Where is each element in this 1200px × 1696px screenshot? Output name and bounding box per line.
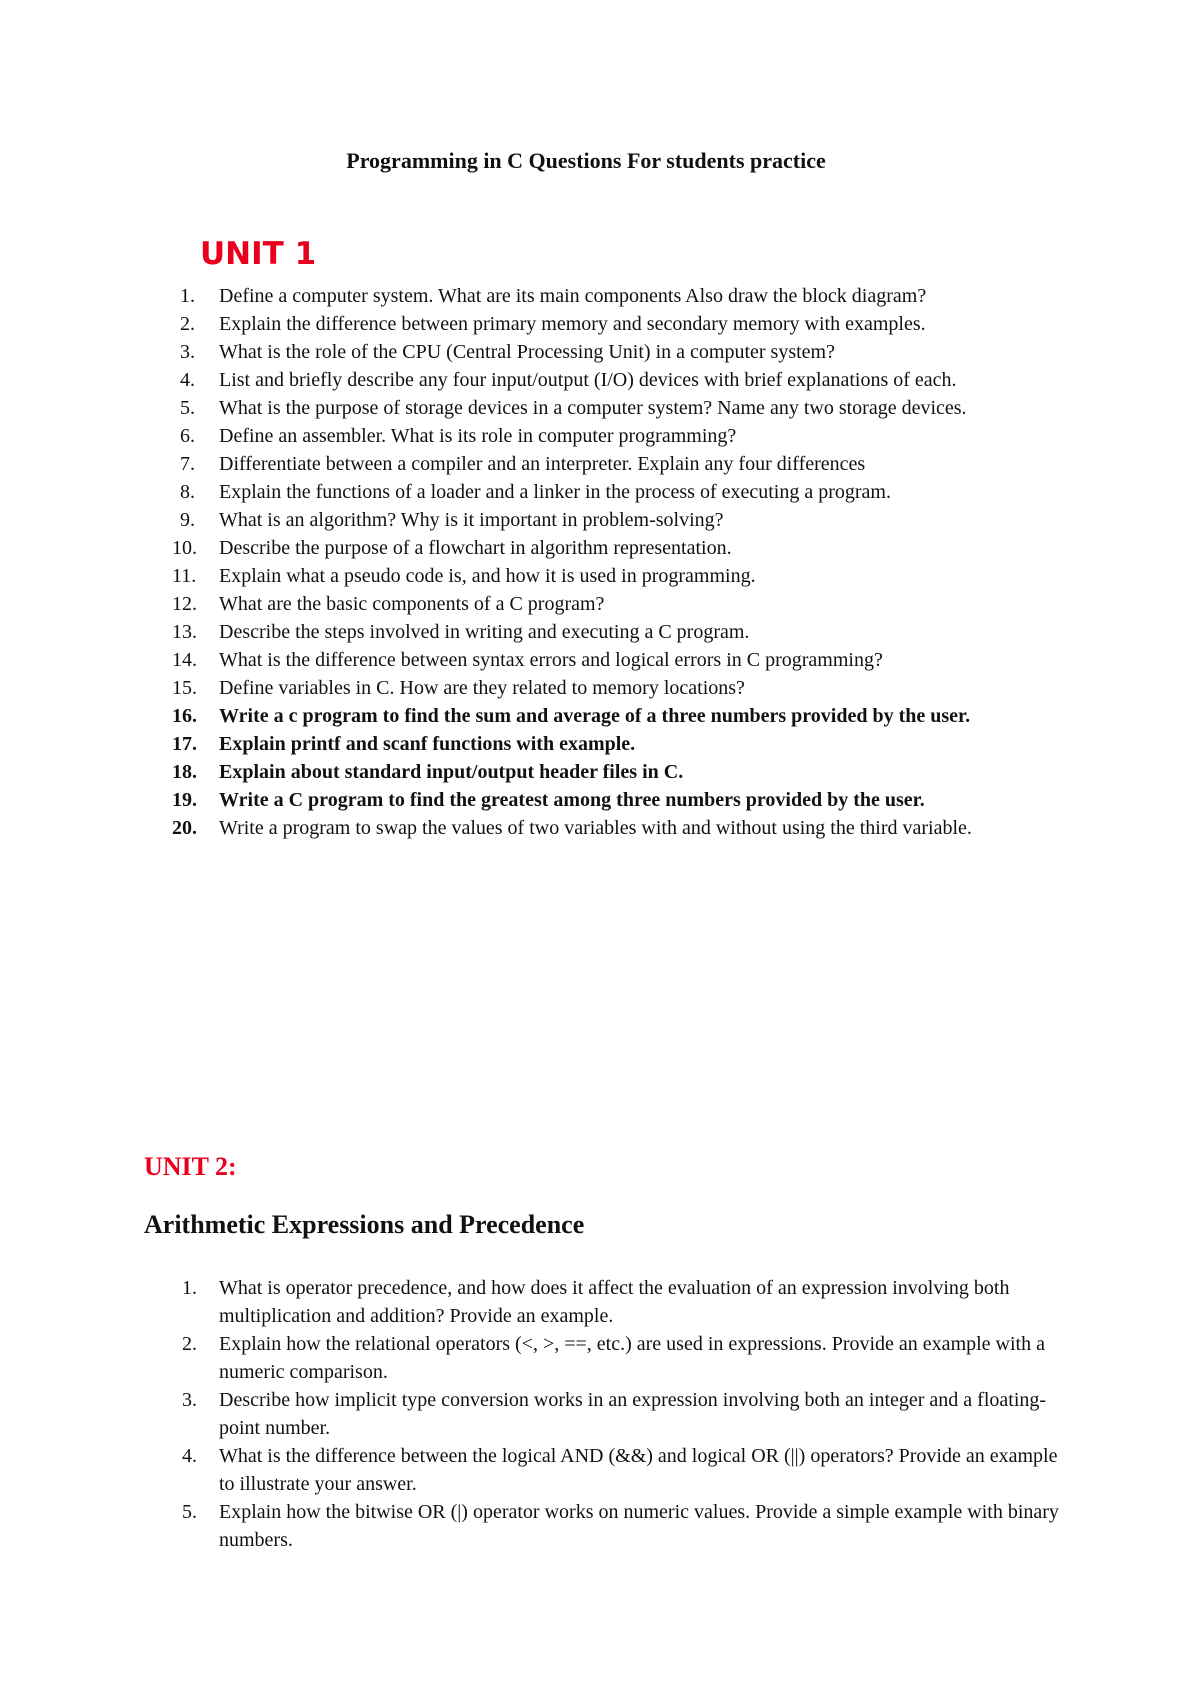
question-item	[0, 1330, 1062, 1386]
question-text: Describe the steps involved in writing and executing a C program.	[219, 621, 750, 643]
question-item	[0, 534, 1062, 562]
question-text: Write a c program to find the sum and average of a three numbers provided by the user.	[219, 705, 971, 727]
question-number: 6.	[180, 425, 195, 447]
question-text: Explain how the relational operators (<, >, ==, etc.) are used in expressions. Provide an example with a numeric comparison.	[219, 1333, 1045, 1383]
question-item	[0, 674, 1062, 702]
question-number: 20.	[172, 817, 197, 839]
question-item	[0, 282, 1062, 310]
question-text: Write a C program to find the greatest among three numbers provided by the user.	[219, 789, 925, 811]
question-text: What are the basic components of a C program?	[219, 593, 605, 615]
question-text: Describe how implicit type conversion works in an expression involving both an integer and a floating-point number.	[219, 1389, 1047, 1439]
question-text: What is an algorithm? Why is it important in problem-solving?	[219, 509, 724, 531]
question-item	[0, 562, 1062, 590]
question-number: 1.	[182, 1277, 197, 1299]
question-text: What is the purpose of storage devices in a computer system? Name any two storage devices.	[219, 397, 967, 419]
question-number: 18.	[172, 761, 197, 783]
question-item	[0, 618, 1062, 646]
question-item	[0, 702, 1062, 730]
question-item	[0, 730, 1062, 758]
question-item	[0, 1498, 1062, 1554]
question-text: What is the role of the CPU (Central Processing Unit) in a computer system?	[219, 341, 835, 363]
question-text: Define variables in C. How are they related to memory locations?	[219, 677, 745, 699]
question-item	[0, 814, 1062, 842]
question-number: 5.	[182, 1501, 197, 1523]
question-item	[0, 590, 1062, 618]
question-number: 1.	[180, 285, 195, 307]
question-number: 9.	[180, 509, 195, 531]
question-text: Define an assembler. What is its role in computer programming?	[219, 425, 737, 447]
question-item	[0, 338, 1062, 366]
question-item	[0, 786, 1062, 814]
question-item	[0, 646, 1062, 674]
question-number: 7.	[180, 453, 195, 475]
question-item	[0, 366, 1062, 394]
question-text: Explain how the bitwise OR (|) operator works on numeric values. Provide a simple example with binary numbers.	[219, 1501, 1059, 1551]
question-number: 19.	[172, 789, 197, 811]
document-title: Programming in C Questions For students practice	[346, 148, 826, 173]
question-text: Explain printf and scanf functions with example.	[219, 733, 636, 755]
question-number: 10.	[172, 537, 197, 559]
question-number: 13.	[172, 621, 197, 643]
question-number: 2.	[182, 1333, 197, 1355]
question-number: 12.	[172, 593, 197, 615]
unit-2-question-list	[0, 1274, 1062, 1554]
question-text: Write a program to swap the values of two variables with and without using the third variable.	[219, 817, 972, 839]
question-item	[0, 758, 1062, 786]
question-text: Explain the functions of a loader and a linker in the process of executing a program.	[219, 481, 891, 503]
question-text: Differentiate between a compiler and an interpreter. Explain any four differences	[219, 453, 866, 475]
question-text: Explain about standard input/output header files in C.	[219, 761, 684, 783]
question-item	[0, 450, 1062, 478]
question-number: 17.	[172, 733, 197, 755]
question-text: Explain the difference between primary memory and secondary memory with examples.	[219, 313, 926, 335]
question-item	[0, 394, 1062, 422]
question-number: 3.	[182, 1389, 197, 1411]
question-number: 3.	[180, 341, 195, 363]
question-item	[0, 422, 1062, 450]
question-text: Describe the purpose of a flowchart in algorithm representation.	[219, 537, 732, 559]
question-number: 14.	[172, 649, 197, 671]
question-number: 16.	[172, 705, 197, 727]
question-text: What is the difference between the logical AND (&&) and logical OR (||) operators? Provide an example to illustrate your answer.	[219, 1445, 1058, 1495]
question-text: List and briefly describe any four input/output (I/O) devices with brief explanations of each.	[219, 369, 957, 391]
question-number: 15.	[172, 677, 197, 699]
question-number: 2.	[180, 313, 195, 335]
unit-2-heading: UNIT 2:	[144, 1152, 237, 1181]
question-number: 4.	[180, 369, 195, 391]
question-text: Explain what a pseudo code is, and how it is used in programming.	[219, 565, 756, 587]
question-number: 5.	[180, 397, 195, 419]
unit-1-question-list	[0, 282, 1062, 842]
question-item	[0, 1274, 1062, 1330]
question-item	[0, 310, 1062, 338]
question-item	[0, 478, 1062, 506]
question-item	[0, 1442, 1062, 1498]
section-title: Arithmetic Expressions and Precedence	[144, 1210, 585, 1239]
question-number: 8.	[180, 481, 195, 503]
question-number: 11.	[172, 565, 197, 587]
question-text: What is the difference between syntax errors and logical errors in C programming?	[219, 649, 883, 671]
question-item	[0, 1386, 1062, 1442]
question-item	[0, 506, 1062, 534]
question-text: Define a computer system. What are its main components Also draw the block diagram?	[219, 285, 927, 307]
question-text: What is operator precedence, and how does it affect the evaluation of an expression involving both multiplication and addition? Provide an example.	[219, 1277, 1010, 1327]
unit-1-heading: UNIT 1	[200, 236, 317, 272]
question-number: 4.	[182, 1445, 197, 1467]
